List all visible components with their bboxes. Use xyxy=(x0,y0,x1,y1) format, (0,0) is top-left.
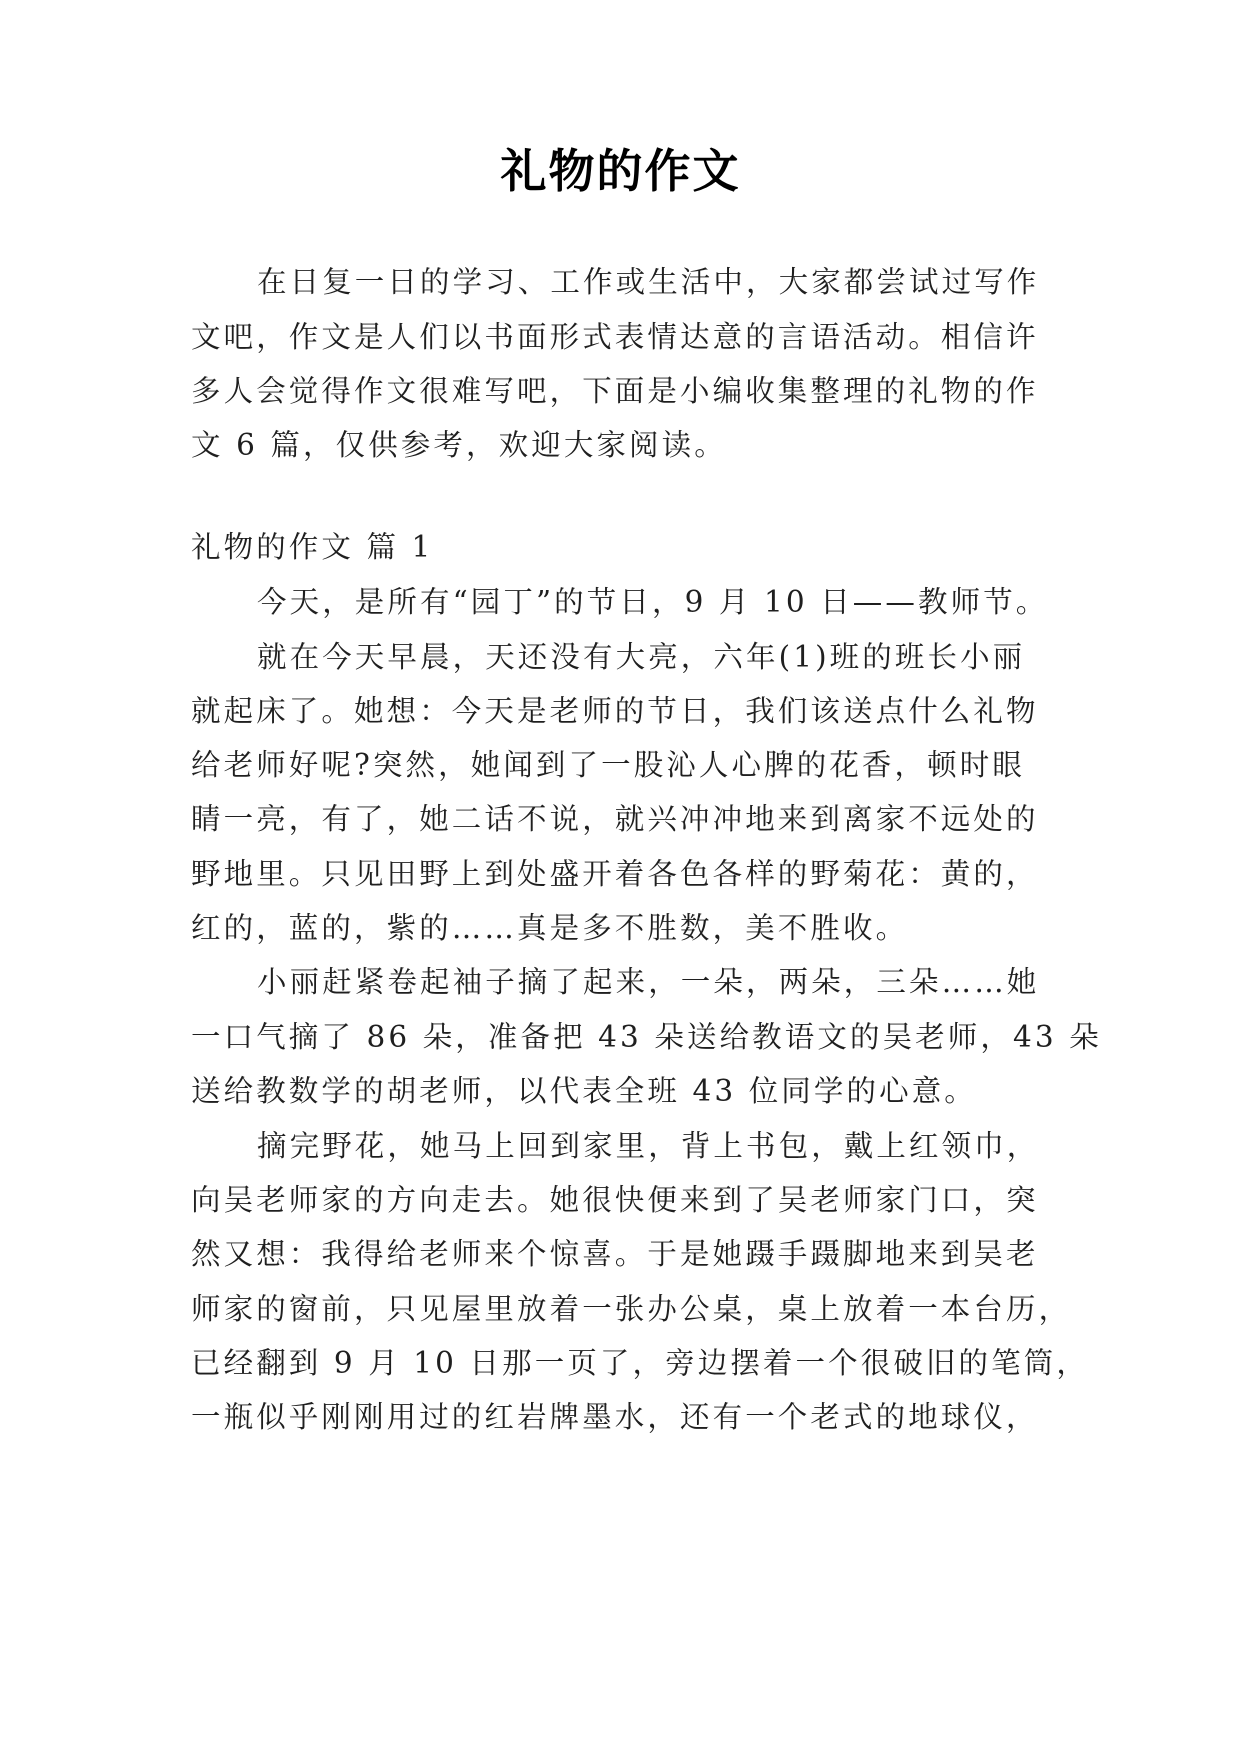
body-line: 一口气摘了 86 朵，准备把 43 朵送给教语文的吴老师，43 朵 xyxy=(191,1020,1102,1054)
intro-line: 文 6 篇，仅供参考，欢迎大家阅读。 xyxy=(191,428,727,462)
body-line: 送给教数学的胡老师，以代表全班 43 位同学的心意。 xyxy=(191,1074,977,1108)
intro-line: 多人会觉得作文很难写吧，下面是小编收集整理的礼物的作 xyxy=(191,374,1039,408)
body-line: 红的，蓝的，紫的……真是多不胜数，美不胜收。 xyxy=(191,911,909,945)
body-line: 就在今天早晨，天还没有大亮，六年(1)班的班长小丽 xyxy=(257,640,1026,674)
document-title: 礼物的作文 xyxy=(500,144,741,198)
body-line: 师家的窗前，只见屋里放着一张办公桌，桌上放着一本台历， xyxy=(191,1292,1072,1326)
intro-line: 文吧，作文是人们以书面形式表情达意的言语活动。相信许 xyxy=(191,320,1039,354)
body-line: 向吴老师家的方向走去。她很快便来到了吴老师家门口，突 xyxy=(191,1183,1039,1217)
body-line: 今天，是所有“园丁”的节日，9 月 10 日——教师节。 xyxy=(257,585,1049,619)
body-line: 就起床了。她想：今天是老师的节日，我们该送点什么礼物 xyxy=(191,694,1039,728)
body-line: 摘完野花，她马上回到家里，背上书包，戴上红领巾， xyxy=(257,1129,1040,1163)
body-line: 小丽赶紧卷起袖子摘了起来，一朵，两朵，三朵……她 xyxy=(257,965,1040,999)
body-line: 野地里。只见田野上到处盛开着各色各样的野菊花：黄的， xyxy=(191,857,1039,891)
body-line: 给老师好呢?突然，她闻到了一股沁人心脾的花香，顿时眼 xyxy=(191,748,1025,782)
body-line: 睛一亮，有了，她二话不说，就兴冲冲地来到离家不远处的 xyxy=(191,802,1039,836)
section-heading: 礼物的作文 篇 1 xyxy=(191,530,434,564)
intro-line: 在日复一日的学习、工作或生活中，大家都尝试过写作 xyxy=(257,265,1040,299)
body-line: 一瓶似乎刚刚用过的红岩牌墨水，还有一个老式的地球仪， xyxy=(191,1400,1039,1434)
body-line: 已经翻到 9 月 10 日那一页了，旁边摆着一个很破旧的笔筒， xyxy=(191,1346,1089,1380)
body-line: 然又想：我得给老师来个惊喜。于是她蹑手蹑脚地来到吴老 xyxy=(191,1237,1039,1271)
